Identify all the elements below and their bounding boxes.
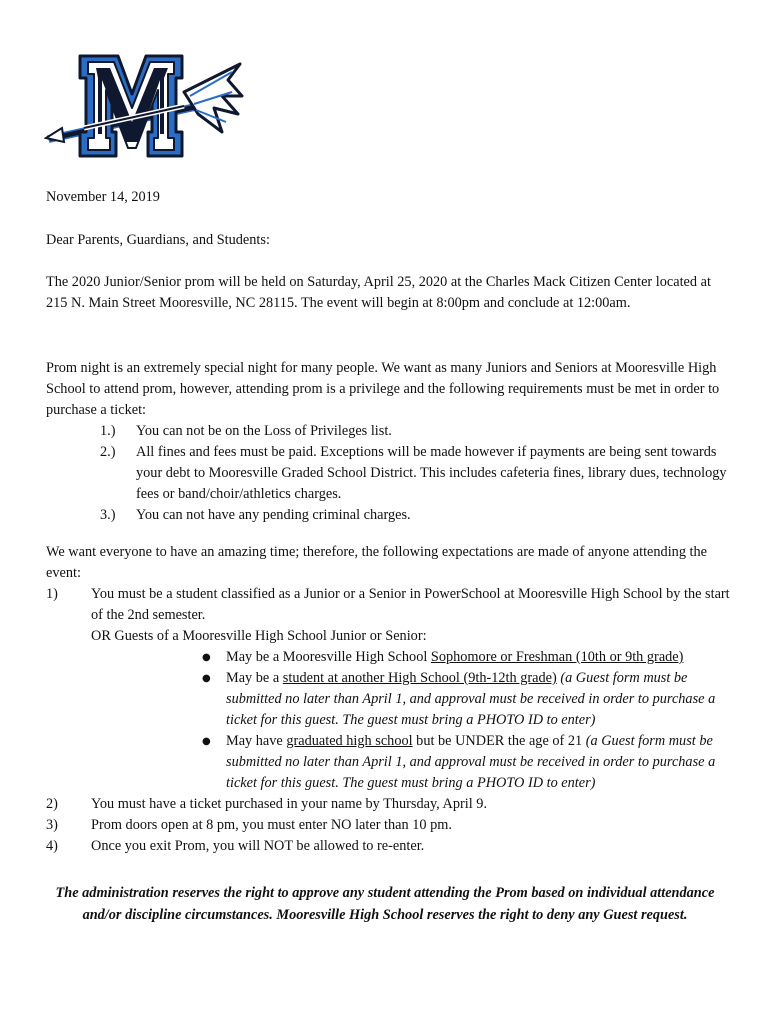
requirement-text: All fines and fees must be paid. Exceptions will be made however if payments are being sent towards your debt to Mooresville Graded School District. This includes cafeteria fines, library dues, technology fees or band/choir/athletics charges.: [136, 444, 727, 502]
guest-criterion: ● May be a student at another High School (9th-12th grade) (a Guest form must be submitted no later than April 1, and approval must be received in order to purchase a ticket for this guest. The guest must bring a PHOTO ID to enter): [202, 670, 716, 728]
expectation-item: [46, 584, 736, 794]
guest-criteria-list: [91, 647, 736, 794]
expectation-item: [46, 836, 736, 857]
guests-clause: OR Guests of a Mooresville High School Junior or Senior:: [91, 628, 427, 644]
letter-date: November 14, 2019: [46, 189, 160, 205]
requirement-number: 3.): [100, 507, 116, 523]
requirement-number: 1.): [100, 423, 116, 439]
expectation-number: 1): [46, 586, 58, 602]
expectation-number: 4): [46, 838, 58, 854]
bullet-dot-icon: ●: [202, 673, 211, 684]
requirement-text: You can not be on the Loss of Privileges list.: [136, 423, 392, 439]
requirements-section: [46, 358, 736, 526]
requirement-item: [46, 442, 736, 505]
salutation: Dear Parents, Guardians, and Students:: [46, 232, 270, 248]
expectations-list: [46, 584, 736, 857]
requirement-number: 2.): [100, 444, 116, 460]
expectation-text: You must be a student classified as a Junior or a Senior in PowerSchool at Mooresville High School by the start of the 2nd semester.: [91, 586, 730, 623]
bullet-dot-icon: ●: [202, 652, 211, 663]
guest-criterion: ● May have graduated high school but be UNDER the age of 21 (a Guest form must be submitted no later than April 1, and approval must be received in order to purchase a ticket for this guest. The guest must bring a PHOTO ID to enter): [202, 733, 716, 791]
requirement-text: You can not have any pending criminal charges.: [136, 507, 411, 523]
requirements-list: [46, 421, 736, 526]
expectations-intro: We want everyone to have an amazing time; therefore, the following expectations are made of anyone attending the event:: [46, 544, 708, 581]
expectation-number: 3): [46, 817, 58, 833]
intro-paragraph: The 2020 Junior/Senior prom will be held on Saturday, April 25, 2020 at the Charles Mack Citizen Center located at 215 N. Main Street Mooresville, NC 28115. The event will begin at 8:00pm and conclude at 12:00am.: [46, 274, 711, 311]
guest-criterion: ● May be a Mooresville High School Sophomore or Freshman (10th or 9th grade): [91, 647, 736, 668]
requirements-intro: Prom night is an extremely special night for many people. We want as many Juniors and Seniors at Mooresville High School to attend prom, however, attending prom is a privilege and the following requirements must be met in order to purchase a ticket:: [46, 360, 720, 418]
expectation-text: Prom doors open at 8 pm, you must enter NO later than 10 pm.: [91, 817, 452, 833]
bullet-dot-icon: ●: [202, 736, 211, 747]
school-logo: [44, 50, 248, 162]
requirement-item: [46, 421, 736, 442]
closing-statement: The administration reserves the right to approve any student attending the Prom based on individual attendance and/or discipline circumstances. Mooresville High School reserves the right to deny any Guest request.: [55, 885, 715, 923]
expectation-text: Once you exit Prom, you will NOT be allowed to re-enter.: [91, 838, 425, 854]
expectations-section: [46, 542, 736, 857]
expectation-item: [46, 815, 736, 836]
expectation-text: You must have a ticket purchased in your name by Thursday, April 9.: [91, 796, 488, 812]
expectation-number: 2): [46, 796, 58, 812]
expectation-item: [46, 794, 736, 815]
requirement-item: [46, 505, 736, 526]
